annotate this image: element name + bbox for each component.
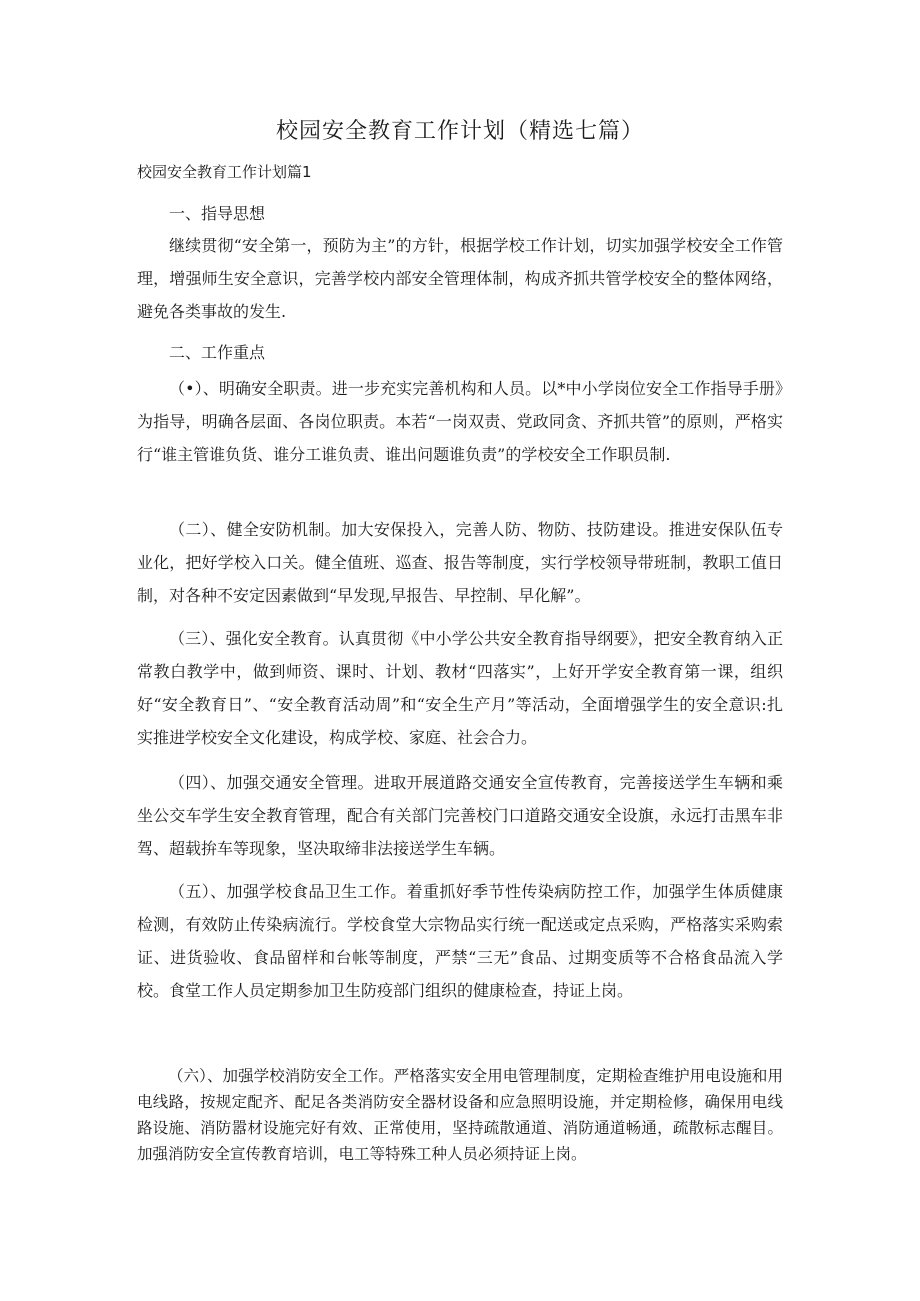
paragraph-guiding-ideology: 继续贯彻“安全第一，预防为主”的方针，根据学校工作计划，切实加强学校安全工作管理，增强师生安全意识，完善学校内部安全管理体制，构成齐抓共管学校安全的整体网络，避免各类事故的发生.: [137, 236, 783, 321]
paragraph-item-2: （二）、健全安防机制。加大安保投入，完善人防、物防、技防建设。推进安保队伍专业化，把好学校入口关。健全值班、巡查、报告等制度，实行学校领导带班制，教职工值日制，对各种不安定因素做到“早发现,早报告、早控制、早化解”。: [137, 520, 783, 605]
document-page: [137, 0, 783, 1301]
paragraph-item-3: （三）、强化安全教育。认真贯彻《中小学公共安全教育指导纲要》，把安全教育纳入正常教白教学中，做到师资、课时、计划、教材“四落实”，上好开学安全教育第一课，组织好“安全教育日”、“安全教育活动周”和“安全生产月”等活动，全面增强学生的安全意识:扎实推进学校安全文化建设，构成学校、家庭、社会合力。: [137, 629, 783, 747]
paragraph-item-1: （•）、明确安全职责。进一步充实完善机构和人员。以*中小学岗位安全工作指导手册》为指导，明确各层面、各岗位职责。本若“一岗双责、党政同贪、齐抓共管”的原则，严格实行“谁主管谁负货、谁分工谁负责、谁出问题谁负责”的学校安全工作职员制.: [137, 379, 783, 464]
paragraph-item-5: （五）、加强学校食品卫生工作。着重抓好季节性传染病防控工作，加强学生体质健康检测，有效防止传染病流行。学校食堂大宗物品实行统一配送或定点采购，严格落实采购索证、进货验收、食品留样和台帐等制度，严禁“三无”食品、过期变质等不合格食品流入学校。食堂工作人员定期参加卫生防疫部门组织的健康检查，持证上岗。: [137, 882, 783, 1000]
paragraph-item-4: （四）、加强交通安全管理。进取开展道路交通安全宣传教育，完善接送学生车辆和乘坐公交车学生安全教育管理，配合有关部门完善校门口道路交通安全设旗，永远打击黑车非驾、超载拚车等现象，坚决取缔非法接送学生车辆。: [137, 773, 783, 858]
document-title: 校园安全教育工作计划（精选七篇）: [275, 119, 644, 144]
section-heading-work-focus: 二、工作重点: [169, 343, 266, 362]
document-subtitle: 校园安全教育工作计划篇1: [137, 163, 312, 181]
section-heading-guiding-ideology: 一、指导思想: [169, 204, 266, 223]
paragraph-item-6: （六）、加强学校消防安全工作。严格落实安全用电管理制度，定期检查维护用电设施和用电线路，按规定配齐、配足各类消防安全器材设备和应急照明设施，并定期检修，确保用电线路设施、消防嚣材设施完好有效、正常使用，坚持疏散通道、消防通道畅通，疏散标志醒目。加强消防安全宣传教育培训，电工等特殊工种人员必须持证上岗。: [137, 1067, 783, 1163]
